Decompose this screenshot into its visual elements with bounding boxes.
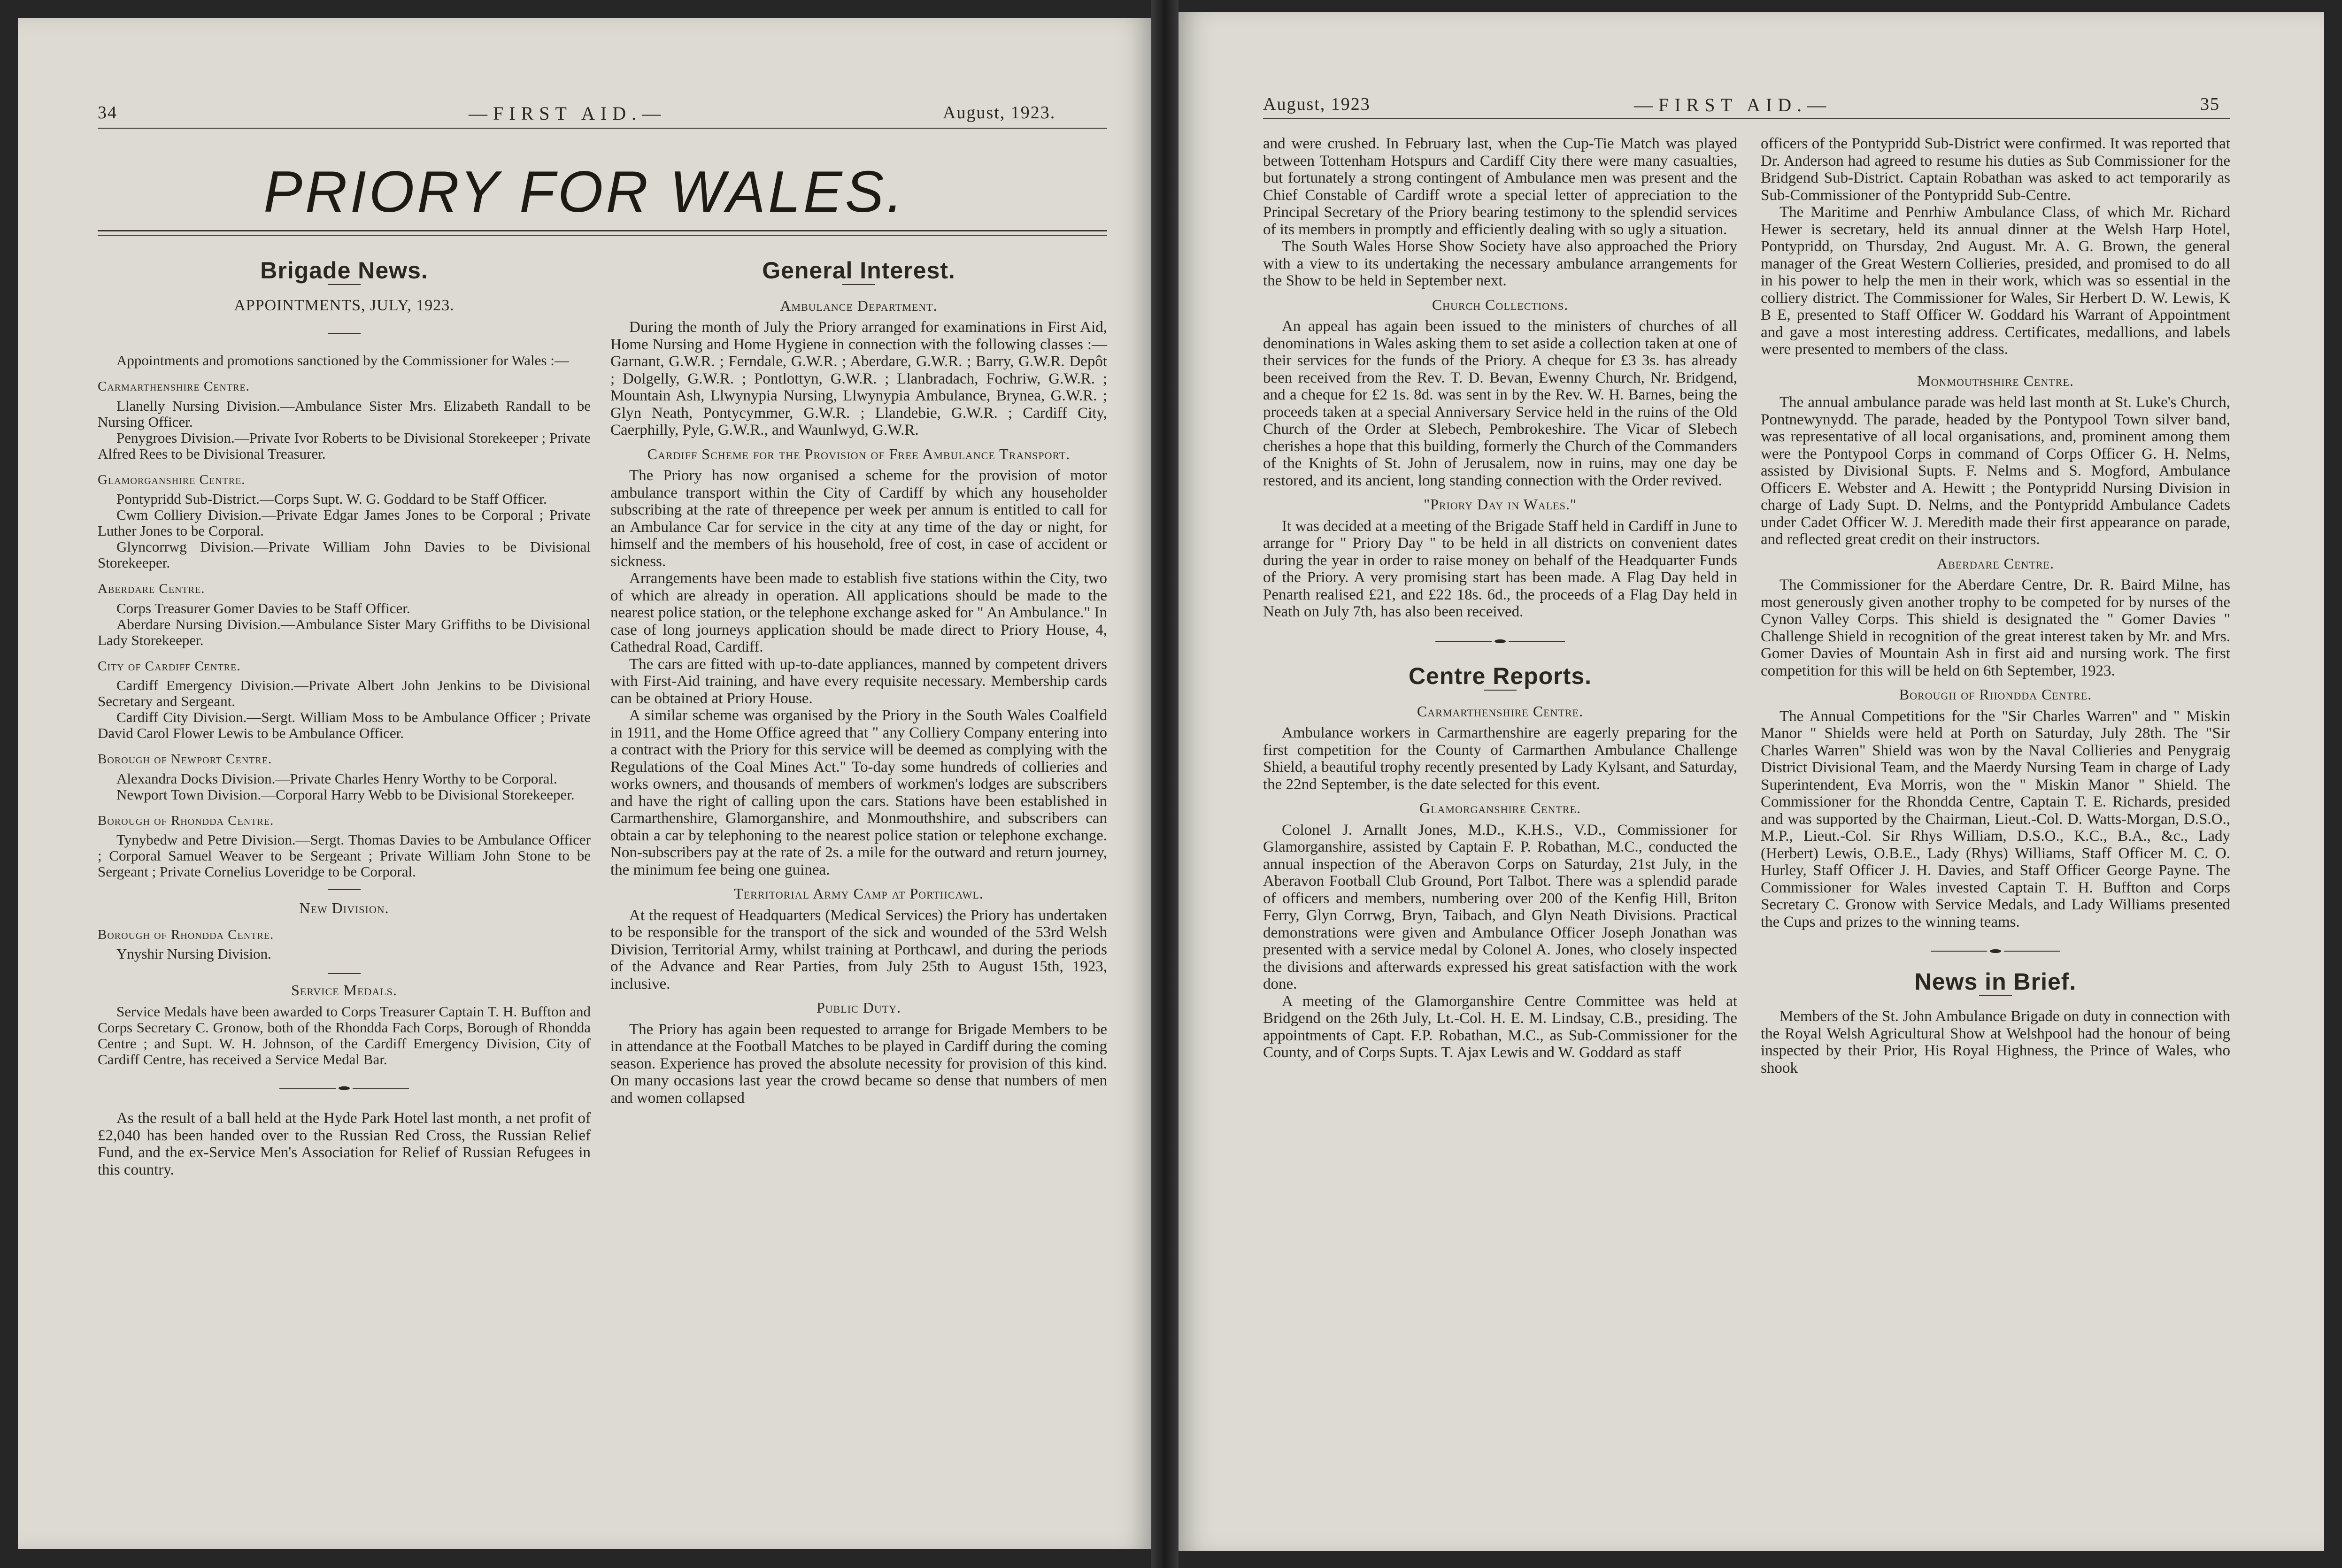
centre-reports-heading: Centre Reports. bbox=[1408, 663, 1592, 689]
centre-heading: Carmarthenshire Centre. bbox=[98, 379, 250, 394]
public-duty-text: The Priory has again been requested to arrange for Brigade Members to be in attendance at the Football Matches to be played in Cardiff during the coming season. Experience has proved the absolute necessity for provision of this kind. On many occasions last year the crowd became so dense that numbers of men and women collapsed bbox=[610, 1021, 1107, 1107]
divider bbox=[328, 973, 361, 974]
cardiff-scheme-text: The cars are fitted with up-to-date appliances, manned by competent drivers with First-Aid training, and have every requisite necessary. Membership cards can be obtained at Priory House. bbox=[610, 655, 1107, 707]
book-gutter bbox=[1151, 0, 1179, 1568]
ornament-divider bbox=[1263, 632, 1737, 649]
centre-heading: Borough of Rhondda Centre. bbox=[98, 813, 274, 828]
divider bbox=[1484, 690, 1517, 691]
title-rule-top bbox=[98, 230, 1107, 231]
cardiff-scheme-text: A similar scheme was organised by the Priory in the South Wales Coalfield in 1911, and the Home Office agreed that " any Colliery Company entering into a contract with the Priory for this service will be deemed as complying with the Regulations of the Coal Mines Act." To-day some hundreds of collieries and works owners, and thousands of members of workmen's lodges are subscribers and have the right of calling upon the cars. Stations have been established in Carmarthenshire, Glamorganshire, and Monmouthshire, and subscribers can obtain a car by telephoning to the nearest police station or telephone exchange. Non-subscribers pay at the rate of 2s. a mile for the outward and return journey, the minimum fee being one guinea. bbox=[610, 707, 1107, 878]
appointment-text: Cardiff City Division.—Sergt. William Moss to be Ambulance Officer ; Private David Carol Flower Lewis to be Ambulance Officer. bbox=[98, 709, 591, 741]
rhondda-text: The Annual Competitions for the "Sir Charles Warren" and " Miskin Manor " Shields were held at Porth on Saturday, July 28th. The "Sir Charles Warren" Shield was won by the Naval Collieries and Penygraig District Divisional Team, and the Maerdy Nursing Team in charge of Lady Superintendent, Eva Morris, won the " Miskin Manor " Shield. The Commissioner for the Rhondda Centre, Captain T. E. Richards, presided and was supported by the Chairman, Lieut.-Col. D. Watts-Morgan, D.S.O., M.P., Lieut.-Col. Sir Rhys William, D.S.O., K.C., B.A., &c., Lady (Herbert) Lewis, O.B.E., Lady (Rhys) Williams, Staff Officer M. C. O. Hurley, Staff Officer J. H. Davies, and Staff Officer George Payne. The Commissioner for Wales invested Captain T. H. Buffton and Corps Secretary C. Gronow with Service Medals, and Lady Williams presented the Cups and prizes to the winning teams. bbox=[1761, 707, 2230, 930]
appointment-text: Llanelly Nursing Division.—Ambulance Sister Mrs. Elizabeth Randall to be Nursing Officer. bbox=[98, 397, 591, 430]
divider bbox=[328, 889, 361, 890]
church-collections-heading: Church Collections. bbox=[1432, 296, 1569, 313]
appointments-intro: Appointments and promotions sanctioned by the Commissioner for Wales :— bbox=[116, 352, 569, 369]
monmouthshire-heading: Monmouthshire Centre. bbox=[1917, 372, 2074, 389]
priory-day-heading: "Priory Day in Wales." bbox=[1424, 496, 1577, 513]
new-division-heading: New Division. bbox=[299, 899, 389, 916]
church-collections-text: An appeal has again been issued to the ministers of churches of all denominations in Wales asking them to set aside a collection taken at one of their services for the funds of the Priory. A cheque for £3 3s. has already been received from the Rev. T. D. Bevan, Ewenny Church, Nr. Bridgend, and a cheque for £2 1s. 8d. was sent in by the Rev. W. H. Barnes, being the proceeds taken at a special Anniversary Service held in the ruins of the Old Church of the Order at Slebech, Pembrokeshire. The Vicar of Slebech cherishes a hope that this building, formerly the Church of the Commanders of the Knights of St. John of Jerusalem, now in ruins, may one day be restored, and its ancient, long standing connection with the Order revived. bbox=[1263, 318, 1737, 489]
appointment-group bbox=[98, 812, 591, 880]
general-interest-column bbox=[610, 257, 1107, 1107]
appointment-text: Glyncorrwg Division.—Private William John Davies to be Divisional Storekeeper. bbox=[98, 538, 591, 571]
public-duty-heading: Public Duty. bbox=[816, 999, 901, 1016]
cardiff-scheme-text: Arrangements have been made to establish five stations within the City, two of which are already in operation. All applications should be made to the nearest police station, or the telephone exchange asked for " An Ambulance." In case of long journeys application should be made direct to Priory House, 4, Cathedral Road, Cardiff. bbox=[610, 570, 1107, 655]
carmarthenshire-text: Ambulance workers in Carmarthenshire are eagerly preparing for the first competition for the County of Carmarthen Ambulance Challenge Shield, a beautiful trophy recently presented by Lady Kylsant, and Saturday, the 22nd September, is the date selected for this event. bbox=[1263, 724, 1737, 793]
divider bbox=[328, 333, 361, 334]
new-division-centre: Borough of Rhondda Centre. bbox=[98, 927, 274, 942]
glamorganshire-text: A meeting of the Glamorganshire Centre Committee was held at Bridgend on the 26th July, Lt.-Col. H. E. M. Lindsay, C.B., presiding. The appointments of Capt. F.P. Robathan, M.C., as Sub-Commissioner for the County, and of Corps Supts. T. Ajax Lewis and W. Goddard as staff bbox=[1263, 992, 1737, 1061]
brigade-news-heading: Brigade News. bbox=[260, 257, 428, 284]
running-title: —FIRST AID.— bbox=[1634, 94, 1832, 115]
monmouthshire-text: The annual ambulance parade was held last month at St. Luke's Church, Pontnewynydd. The parade, headed by the Pontypool Town silver band, was representative of all local organisations, and, prominent among them were the Pontypool Corps in command of Corps Officer G. H. Nelms, assisted by Divisional Supts. F. Nelms and S. Mogford, Ambulance Officers E. Webster and A. Hewitt ; the Pontypridd Nursing Division in charge of Lady Supt. D. Nelms, and the Pontypridd Ambulance Cadets under Cadet Officer W. J. Meredith made their first appearance on parade, and reflected great credit on their instructors. bbox=[1761, 394, 2230, 548]
title-rule-bottom bbox=[98, 235, 1107, 236]
appointment-group bbox=[98, 378, 591, 462]
right-page bbox=[1179, 12, 2324, 1551]
issue-date: August, 1923 bbox=[1263, 94, 1371, 114]
appointment-text: Newport Town Division.—Corporal Harry Webb to be Divisional Storekeeper. bbox=[116, 786, 575, 803]
issue-date: August, 1923. bbox=[943, 103, 1056, 123]
appointment-text: Cwm Colliery Division.—Private Edgar James Jones to be Corporal ; Private Luther Jones to be Corporal. bbox=[98, 507, 591, 539]
glamorganshire-heading: Glamorganshire Centre. bbox=[1419, 799, 1581, 816]
priory-day-text: It was decided at a meeting of the Brigade Staff held in Cardiff in June to arrange for " Priory Day " to be held in all districts on convenient dates during the year in order to raise money on behalf of the Headquarter Funds of the Priory. A very promising start has been made. A Flag Day held in Penarth realised £21, and £22 18s. 6d., the proceeds of a Flag Day held in Neath on July 7th, has also been received. bbox=[1263, 517, 1737, 620]
header-rule bbox=[1263, 118, 2230, 119]
ambulance-department-text: During the month of July the Priory arranged for examinations in First Aid, Home Nursing and Home Hygiene in connection with the following classes :— Garnant, G.W.R. ; Ferndale, G.W.R. ; Aberdare, G.W.R. ; Barry, G.W.R. Depôt ; Dolgelly, G.W.R. ; Pontlottyn, G.W.R. ; Llanbradach, Fochriw, G.W.R. ; Mountain Ash, Llwynypia Nursing, Llwynypia Ambulance, Brynea, G.W.R. ; Glyn Neath, Pontycymmer, G.W.R. ; Llandebie, G.W.R. ; Cardiff City, Caerphilly, Pyle, G.W.R., and Waunlwyd, G.W.R. bbox=[610, 319, 1107, 438]
news-in-brief-text: Members of the St. John Ambulance Brigade on duty in connection with the Royal Welsh Agricultural Show at Welshpool had the honour of being inspected by their Prior, His Royal Highness, the Prince of Wales, who shook bbox=[1761, 1008, 2230, 1076]
right-column-2 bbox=[1761, 135, 2230, 1076]
horse-show-text: The South Wales Horse Show Society have also approached the Priory with a view to its undertaking the necessary ambulance arrangements for the Show to be held in September next. bbox=[1263, 238, 1737, 289]
centre-heading: Glamorganshire Centre. bbox=[98, 472, 246, 487]
aberdare-heading: Aberdare Centre. bbox=[1936, 554, 2054, 572]
service-medals-heading: Service Medals. bbox=[291, 982, 397, 999]
rhondda-heading: Borough of Rhondda Centre. bbox=[1899, 686, 2092, 703]
public-duty-continued: and were crushed. In February last, when the Cup-Tie Match was played between Tottenham Hotspurs and Cardiff City there were many casualties, but fortunately a strong contingent of Ambulance men was present and the Chief Constable of Cardiff wrote a special letter of appreciation to the Principal Secretary of the Priory bearing testimony to the splendid services of its members in promptly and efficiently dealing with so ugly a situation. bbox=[1263, 135, 1737, 238]
appointment-group bbox=[98, 471, 591, 571]
glamorganshire-text: Colonel J. Arnallt Jones, M.D., K.H.S., V.D., Commissioner for Glamorganshire, assisted by Captain F. P. Robathan, M.C., conducted the annual inspection of the Aberavon Corps on Saturday, 21st July, in the Aberavon Football Club Ground, Port Talbot. There was a splendid parade of officers and members, numbering over 200 of the Kenfig Hill, Briton Ferry, Glyn Corrwg, Bryn, Taibach, and Glyn Neath Divisions. Practical demonstrations were given and Ambulance Officer Joseph Jonathan was presented with a service medal by Colonel A. Jones, who closely inspected the divisions and afterwards expressed his great satisfaction with the work done. bbox=[1263, 821, 1737, 992]
page-number: 34 bbox=[98, 103, 117, 123]
service-medals-text: Service Medals have been awarded to Corps Treasurer Captain T. H. Buffton and Corps Secretary C. Gronow, both of the Rhondda Fach Corps, Borough of Rhondda Centre ; and Supt. W. H. Johnson, of the Cardiff Emergency Division, City of Cardiff Centre, has received a Service Medal Bar. bbox=[98, 1003, 591, 1068]
new-division-name: Ynyshir Nursing Division. bbox=[116, 945, 271, 962]
appointment-group bbox=[98, 751, 591, 803]
aberdare-text: The Commissioner for the Aberdare Centre, Dr. R. Baird Milne, has most generously given another trophy to be competed for by nurses of the Cynon Valley Corps. This shield is designated the " Gomer Davies " Challenge Shield in recognition of the great interest taken by Mr. and Mrs. Gomer Davies of Mountain Ash in first aid and nursing work. The first competition for this will be held on 6th September, 1923. bbox=[1761, 576, 2230, 679]
ambulance-department-heading: Ambulance Department. bbox=[780, 297, 938, 314]
porthcawl-camp-heading: Territorial Army Camp at Porthcawl. bbox=[734, 885, 984, 902]
porthcawl-camp-text: At the request of Headquarters (Medical Services) the Priory has undertaken to be responsible for the transport of the sick and wounded of the 53rd Welsh Division, Territorial Army, whilst training at Porthcawl, and during the periods of the Advance and Rear Parties, from July 25th to August 15th, 1923, inclusive. bbox=[610, 907, 1107, 992]
divider bbox=[842, 284, 875, 285]
left-page bbox=[18, 18, 1151, 1549]
appointment-text: Pontypridd Sub-District.—Corps Supt. W. G. Goddard to be Staff Officer. bbox=[116, 491, 547, 507]
header-rule bbox=[98, 128, 1107, 129]
glamorganshire-continued: officers of the Pontypridd Sub-District were confirmed. It was reported that Dr. Anderson had agreed to resume his duties as Sub Commissioner for the Bridgend Sub-District. Captain Robathan was asked to act temporarily as Sub-Commissioner of the Pontypridd Sub-Centre. bbox=[1761, 135, 2230, 204]
running-title: —FIRST AID.— bbox=[469, 103, 667, 124]
brigade-news-column bbox=[98, 257, 591, 1178]
centre-heading: Borough of Newport Centre. bbox=[98, 752, 272, 767]
news-in-brief-heading: News in Brief. bbox=[1914, 968, 2077, 995]
right-column-1 bbox=[1263, 135, 1737, 1061]
appointment-group bbox=[98, 658, 591, 742]
cardiff-scheme-heading: Cardiff Scheme for the Provision of Free Ambulance Transport. bbox=[647, 445, 1071, 462]
ornament-divider bbox=[1761, 942, 2230, 959]
appointment-text: Corps Treasurer Gomer Davies to be Staff Officer. bbox=[116, 600, 410, 616]
maritime-class-text: The Maritime and Penrhiw Ambulance Class, of which Mr. Richard Hewer is secretary, held its annual dinner at the Welsh Harp Hotel, Pontypridd, on Thursday, 2nd August. Mr. A. G. Brown, the general manager of the Great Western Collieries, presided, and promised to do all in his power to help the men in their work, which was so essential in the colliery district. The Commissioner for Wales, Sir Herbert D. W. Lewis, K B E, presented to Staff Officer W. Goddard his Warrant of Appointment and gave a most interesting address. Certificates, medallions, and labels were presented to members of the class. bbox=[1761, 204, 2230, 358]
general-interest-heading: General Interest. bbox=[762, 257, 955, 284]
carmarthenshire-heading: Carmarthenshire Centre. bbox=[1417, 702, 1584, 720]
cardiff-scheme-text: The Priory has now organised a scheme for the provision of motor ambulance transport within the City of Cardiff by which any householder subscribing at the rate of threepence per week per annum is entitled to call for an Ambulance Car for service in the city at any time of the day or night, for himself and the members of his household, free of cost, in case of accident or sickness. bbox=[610, 467, 1107, 570]
page-number: 35 bbox=[2200, 94, 2220, 114]
appointment-text: Aberdare Nursing Division.—Ambulance Sister Mary Griffiths to be Divisional Lady Storekeeper. bbox=[98, 615, 591, 648]
divider bbox=[1979, 995, 2012, 996]
appointment-text: Penygroes Division.—Private Ivor Roberts to be Divisional Storekeeper ; Private Alfred Rees to be Divisional Treasurer. bbox=[98, 429, 591, 462]
appointment-text: Alexandra Docks Division.—Private Charles Henry Worthy to be Corporal. bbox=[116, 770, 557, 787]
ball-text: As the result of a ball held at the Hyde Park Hotel last month, a net profit of £2,040 has been handed over to the Russian Red Cross, the Russian Relief Fund, and the ex-Service Men's Association for Relief of Russian Refugees in this country. bbox=[98, 1110, 591, 1178]
ornament-divider bbox=[98, 1079, 591, 1096]
centre-heading: Aberdare Centre. bbox=[98, 581, 205, 596]
centre-heading: City of Cardiff Centre. bbox=[98, 658, 241, 674]
appointments-subheading: APPOINTMENTS, JULY, 1923. bbox=[234, 296, 455, 314]
page-title: PRIORY FOR WALES. bbox=[263, 160, 906, 224]
appointment-text: Tynybedw and Petre Division.—Sergt. Thomas Davies to be Ambulance Officer ; Corporal Samuel Weaver to be Sergeant ; Private William John Stone to be Sergeant ; Private Cornelius Loveridge to be Corporal. bbox=[98, 831, 591, 880]
divider bbox=[328, 284, 361, 285]
appointment-text: Cardiff Emergency Division.—Private Albert John Jenkins to be Divisional Secretary and Sergeant. bbox=[98, 677, 591, 709]
appointment-group bbox=[98, 580, 591, 648]
